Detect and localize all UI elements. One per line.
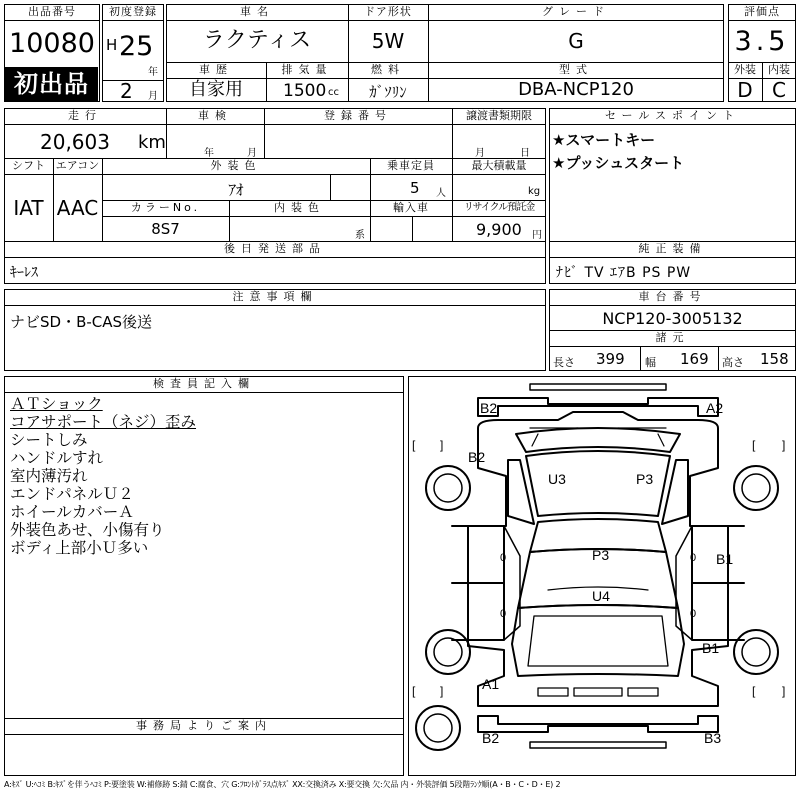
max-load-label: 最大積載量 <box>471 159 527 172</box>
color-number: 8S7 <box>151 220 180 238</box>
bracket-open: [ <box>412 438 416 452</box>
color-number-label: カラーNo. <box>130 201 201 214</box>
displacement-label: 排気量 <box>281 63 333 76</box>
model-label: 型式 <box>559 63 593 76</box>
capacity-label: 乗車定員 <box>387 159 435 172</box>
inspector-note: 室内薄汚れ <box>10 467 88 485</box>
bracket-close: ] <box>782 684 786 698</box>
mark-rear-right: A2 <box>706 400 724 416</box>
height: 158 <box>760 350 789 368</box>
recycle-label: リサイクル預託金 <box>463 202 535 213</box>
history-label: 車歴 <box>199 63 233 76</box>
office-label: 事務局よりご案内 <box>136 719 272 732</box>
inspector-note: ボディ上部小Ｕ多い <box>10 539 149 557</box>
door-type: 5W <box>371 29 405 53</box>
mark-front-right: B3 <box>704 730 722 746</box>
mark-front-left: B2 <box>482 730 500 746</box>
bracket-close: ] <box>440 684 444 698</box>
recycle-fee: 9,900 <box>476 220 522 239</box>
height-label: 高さ <box>722 356 744 369</box>
inspection-year-unit: 年 <box>204 148 214 159</box>
score-label: 評価点 <box>744 5 780 18</box>
exterior-grade-label: 外装 <box>734 63 756 76</box>
equipment: ﾅﾋﾞ TV ｴｱB PS PW <box>556 265 692 281</box>
max-load-unit: kg <box>528 186 541 197</box>
lot-number: 10080 <box>9 28 95 59</box>
mark-hood-paint: P3 <box>592 547 610 563</box>
inspection-label: 車検 <box>198 109 232 122</box>
interior-color-unit: 系 <box>355 230 365 241</box>
bracket-open: [ <box>412 684 416 698</box>
inspector-note: 外装色あせ、小傷有り <box>10 521 165 539</box>
inspection-month-unit: 月 <box>247 148 257 159</box>
import-label: 輸入車 <box>393 201 429 214</box>
caution-note: ナビSD・B-CAS後送 <box>10 313 153 331</box>
mileage-unit: km <box>138 132 166 153</box>
inspector-label: 検査員記入欄 <box>153 377 255 390</box>
mark-hood-dent: U4 <box>592 588 610 604</box>
model-code: DBA-NCP120 <box>518 79 634 100</box>
month-unit: 月 <box>148 91 158 102</box>
mileage-label: 走行 <box>68 109 102 122</box>
exterior-color-label: 外装色 <box>210 159 262 172</box>
mark-left-front-fender: A1 <box>482 676 500 692</box>
lot-number-label: 出品番号 <box>28 5 76 18</box>
bracket-open: [ <box>752 684 756 698</box>
inspector-note: ホイールカバーＡ <box>10 503 134 521</box>
caution-label: 注意事項欄 <box>232 290 318 303</box>
displacement: 1500 <box>283 81 327 101</box>
inspector-notes <box>10 395 196 557</box>
inspector-note: エンドパネルＵ２ <box>10 485 134 503</box>
grade-label: グレード <box>542 5 610 18</box>
capacity-unit: 人 <box>436 188 446 199</box>
interior-grade-label: 内装 <box>768 63 790 76</box>
interior-grade: C <box>772 78 786 102</box>
width-label: 幅 <box>645 356 656 369</box>
history: 自家用 <box>189 79 243 100</box>
year-unit: 年 <box>148 67 158 78</box>
bracket-open: [ <box>752 438 756 452</box>
zero-mark: 0 <box>500 552 507 564</box>
exterior-color: ｱｵ <box>228 181 244 199</box>
later-parts-label: 後日発送部品 <box>224 242 326 255</box>
length-label: 長さ <box>553 356 575 369</box>
transfer-day-unit: 日 <box>520 148 530 159</box>
chassis-number: NCP120-3005132 <box>602 309 743 328</box>
registration-year: 25 <box>119 31 154 62</box>
mark-right-rear-door: B1 <box>716 551 734 567</box>
first-listing-badge: 初出品 <box>5 67 98 101</box>
bracket-close: ] <box>782 438 786 452</box>
zero-mark: 0 <box>690 608 697 620</box>
fuel: ｶﾞｿﾘﾝ <box>369 83 407 101</box>
registration-month: 2 <box>120 79 133 103</box>
exterior-grade: D <box>737 78 753 102</box>
shift-label: シフト <box>12 159 45 172</box>
shift: IAT <box>13 196 44 220</box>
length: 399 <box>596 350 625 368</box>
door-label: ドア形状 <box>364 5 412 18</box>
bracket-close: ] <box>440 438 444 452</box>
plate-label: 登録番号 <box>324 109 392 122</box>
mark-right-front-fender: B1 <box>702 640 720 656</box>
interior-color-label: 内装色 <box>274 201 325 214</box>
inspector-note: ＡＴショック <box>10 395 103 413</box>
mark-rear-left: B2 <box>480 400 498 416</box>
chassis-label: 車台番号 <box>638 290 707 303</box>
sales-points-label: セールスポイント <box>604 109 740 122</box>
air-conditioner: AAC <box>56 196 99 220</box>
equipment-label: 純正装備 <box>638 242 707 255</box>
fuel-label: 燃料 <box>371 63 405 76</box>
car-name: ラクティス <box>202 28 312 53</box>
zero-mark: 0 <box>690 552 697 564</box>
displacement-unit: cc <box>328 87 339 98</box>
sales-point-1: ★スマートキー <box>552 131 656 149</box>
inspector-note: シートしみ <box>10 431 88 449</box>
specs-label: 諸元 <box>655 331 690 344</box>
zero-mark: 0 <box>500 608 507 620</box>
inspector-note: ハンドルすれ <box>10 449 104 467</box>
transfer-deadline-label: 譲渡書類期限 <box>466 109 532 122</box>
era-letter: H <box>106 36 118 54</box>
car-diagram <box>408 376 796 776</box>
recycle-unit: 円 <box>532 230 542 241</box>
sales-point-2: ★プッシュスタート <box>552 154 685 172</box>
width: 169 <box>680 350 709 368</box>
capacity: 5 <box>410 179 420 197</box>
overall-score: 3.5 <box>734 26 790 57</box>
mark-roof-right: P3 <box>636 471 654 487</box>
mileage: 20,603 <box>40 130 110 154</box>
ac-label: エアコン <box>55 159 100 172</box>
grade: G <box>568 29 584 53</box>
inspector-note: コアサポート（ネジ）歪み <box>10 413 197 431</box>
car-name-label: 車名 <box>240 5 274 18</box>
later-parts: ｷｰﾚｽ <box>10 265 38 281</box>
mark-roof-left: U3 <box>548 471 566 487</box>
damage-legend: A:ｷｽﾞ U:ﾍｺﾐ B:ｷｽﾞを伴うﾍｺﾐ P:要塗装 W:補修跡 S:錆 C:腐食、穴 G:ﾌﾛﾝﾄｶﾞﾗｽ点ｷｽﾞ XX:交換済み X:要交換 欠:欠品 内・外装評価 5段階ﾗﾝｸ順(A・B・C・D・E) 2 <box>4 780 561 789</box>
first-registration-label: 初度登録 <box>109 5 157 18</box>
mark-left-rear-quarter: B2 <box>468 449 486 465</box>
transfer-month-unit: 月 <box>475 148 485 159</box>
